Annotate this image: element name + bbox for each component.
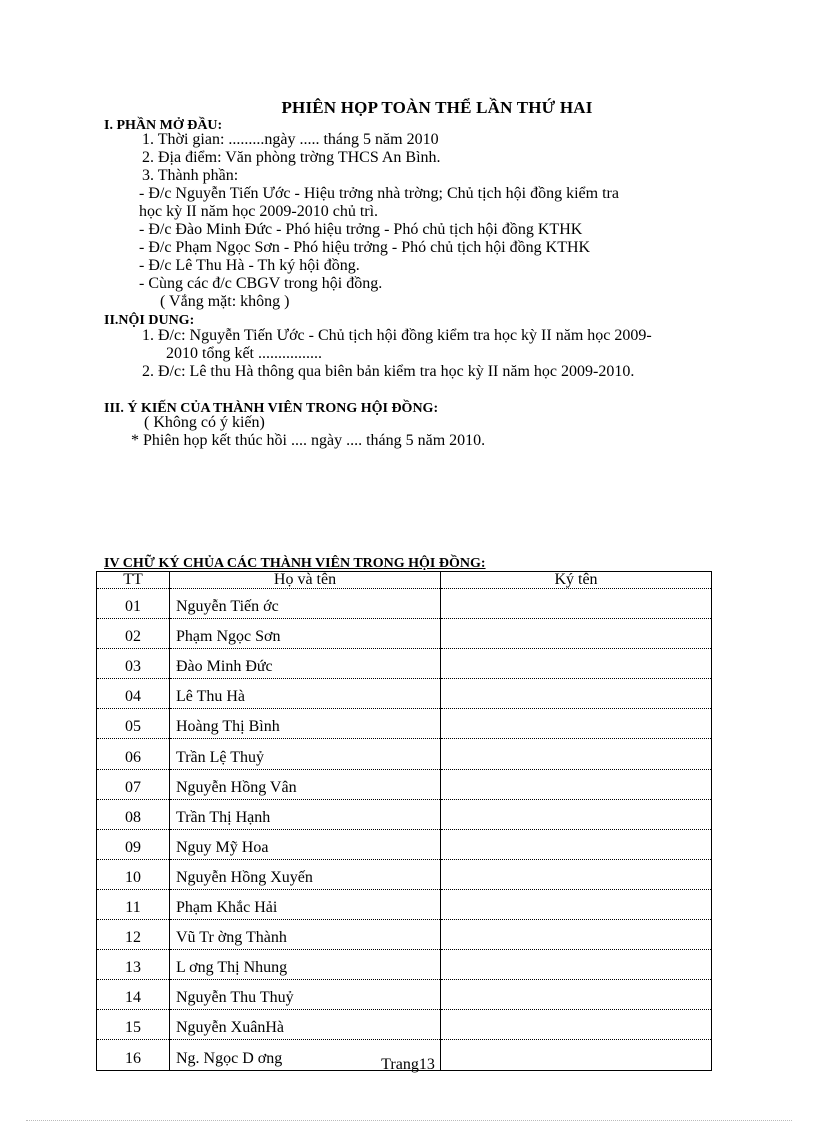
member-name: Nguyễn Hồng Vân <box>170 769 441 799</box>
row-number: 15 <box>97 1010 170 1040</box>
member-name: Đào Minh Đức <box>170 649 441 679</box>
section-2-heading: II.NỘI DUNG: <box>104 313 195 328</box>
signature-cell <box>441 679 712 709</box>
member-name: Phạm Ngọc Sơn <box>170 619 441 649</box>
section-3-line: * Phiên họp kết thúc hồi .... ngày .... tháng 5 năm 2010. <box>131 432 486 449</box>
row-number: 16 <box>97 1040 170 1070</box>
signature-cell <box>441 950 712 980</box>
row-number: 01 <box>97 589 170 619</box>
row-number: 04 <box>97 679 170 709</box>
signature-cell <box>441 739 712 769</box>
member-name: Trần Lệ Thuỷ <box>170 739 441 769</box>
section-1-line: học kỳ II năm học 2009-2010 chủ trì. <box>139 203 379 220</box>
row-number: 03 <box>97 649 170 679</box>
page-bottom-rule <box>26 1120 792 1121</box>
signature-cell <box>441 920 712 950</box>
member-name: Ng. Ngọc D ơng <box>170 1040 441 1070</box>
table-row <box>97 679 712 709</box>
row-number: 06 <box>97 739 170 769</box>
row-number: 11 <box>97 889 170 919</box>
section-2-line: 1. Đ/c: Nguyễn Tiến Ước - Chủ tịch hội đồng kiểm tra học kỳ II năm học 2009- <box>142 327 652 344</box>
section-1-line: - Đ/c Phạm Ngọc Sơn - Phó hiệu trởng - Phó chủ tịch hội đồng KTHK <box>139 239 591 256</box>
member-name: Nguyễn Tiến ớc <box>170 589 441 619</box>
document-title: PHIÊN HỌP TOÀN THỂ LẦN THỨ HAI <box>281 98 593 117</box>
signature-table-header <box>97 572 712 589</box>
signature-cell <box>441 799 712 829</box>
section-3-heading: III. Ý KIẾN CỦA THÀNH VIÊN TRONG HỘI ĐỒNG: <box>104 401 439 416</box>
signature-cell <box>441 589 712 619</box>
member-name: Trần Thị Hạnh <box>170 799 441 829</box>
section-1-line: 2. Địa điểm: Văn phòng trờng THCS An Bình. <box>142 149 441 166</box>
member-name: Hoàng Thị Bình <box>170 709 441 739</box>
section-1-line: - Đ/c Nguyễn Tiến Ước - Hiệu trởng nhà trờng; Chủ tịch hội đồng kiểm tra <box>139 185 619 202</box>
signature-cell <box>441 649 712 679</box>
signature-cell <box>441 769 712 799</box>
member-name: Nguy Mỹ Hoa <box>170 829 441 859</box>
page-number: Trang13 <box>381 1056 435 1073</box>
table-row <box>97 589 712 619</box>
column-header-name: Họ và tên <box>170 572 441 589</box>
section-2-line: 2010 tổng kết ................ <box>166 345 322 362</box>
section-1-line: - Cùng các đ/c CBGV trong hội đồng. <box>139 275 383 292</box>
table-row <box>97 920 712 950</box>
table-row <box>97 649 712 679</box>
signature-cell <box>441 889 712 919</box>
section-2-line: 2. Đ/c: Lê thu Hà thông qua biên bản kiểm tra học kỳ II năm học 2009-2010. <box>142 363 635 380</box>
row-number: 13 <box>97 950 170 980</box>
section-1-line: - Đ/c Lê Thu Hà - Th ký hội đồng. <box>139 257 360 274</box>
section-1-line: 3. Thành phần: <box>142 167 239 184</box>
section-1-line: - Đ/c Đào Minh Đức - Phó hiệu trởng - Phó chủ tịch hội đồng KTHK <box>139 221 583 238</box>
section-1-line: ( Vắng mặt: không ) <box>160 293 290 310</box>
signature-table <box>96 571 712 1071</box>
member-name: Nguyễn Hồng Xuyến <box>170 859 441 889</box>
table-row <box>97 619 712 649</box>
section-1-heading: I. PHẦN MỞ ĐẦU: <box>104 118 223 133</box>
signature-table-body <box>97 589 712 1071</box>
signature-cell <box>441 829 712 859</box>
row-number: 07 <box>97 769 170 799</box>
column-header-signature: Ký tên <box>441 572 712 589</box>
table-row <box>97 950 712 980</box>
signature-cell <box>441 709 712 739</box>
table-row <box>97 709 712 739</box>
column-header-tt: TT <box>97 572 170 589</box>
signature-cell <box>441 980 712 1010</box>
table-row <box>97 980 712 1010</box>
section-1-line: 1. Thời gian: .........ngày ..... tháng 5 năm 2010 <box>142 131 439 148</box>
signatures-heading: IV CHỮ KÝ CHỦA CÁC THÀNH VIÊN TRONG HỘI ĐỒNG: <box>104 556 486 571</box>
table-row <box>97 739 712 769</box>
member-name: Nguyễn XuânHà <box>170 1010 441 1040</box>
row-number: 08 <box>97 799 170 829</box>
row-number: 14 <box>97 980 170 1010</box>
table-row <box>97 769 712 799</box>
row-number: 12 <box>97 920 170 950</box>
signature-cell <box>441 859 712 889</box>
row-number: 02 <box>97 619 170 649</box>
signature-cell <box>441 1010 712 1040</box>
row-number: 05 <box>97 709 170 739</box>
member-name: L ơng Thị Nhung <box>170 950 441 980</box>
member-name: Lê Thu Hà <box>170 679 441 709</box>
section-3-line: ( Không có ý kiến) <box>144 414 265 431</box>
table-row <box>97 859 712 889</box>
member-name: Nguyễn Thu Thuỷ <box>170 980 441 1010</box>
row-number: 10 <box>97 859 170 889</box>
signature-cell <box>441 619 712 649</box>
member-name: Vũ Tr ờng Thành <box>170 920 441 950</box>
member-name: Phạm Khắc Hải <box>170 889 441 919</box>
row-number: 09 <box>97 829 170 859</box>
table-row <box>97 889 712 919</box>
table-row <box>97 799 712 829</box>
table-row <box>97 1010 712 1040</box>
table-row <box>97 829 712 859</box>
